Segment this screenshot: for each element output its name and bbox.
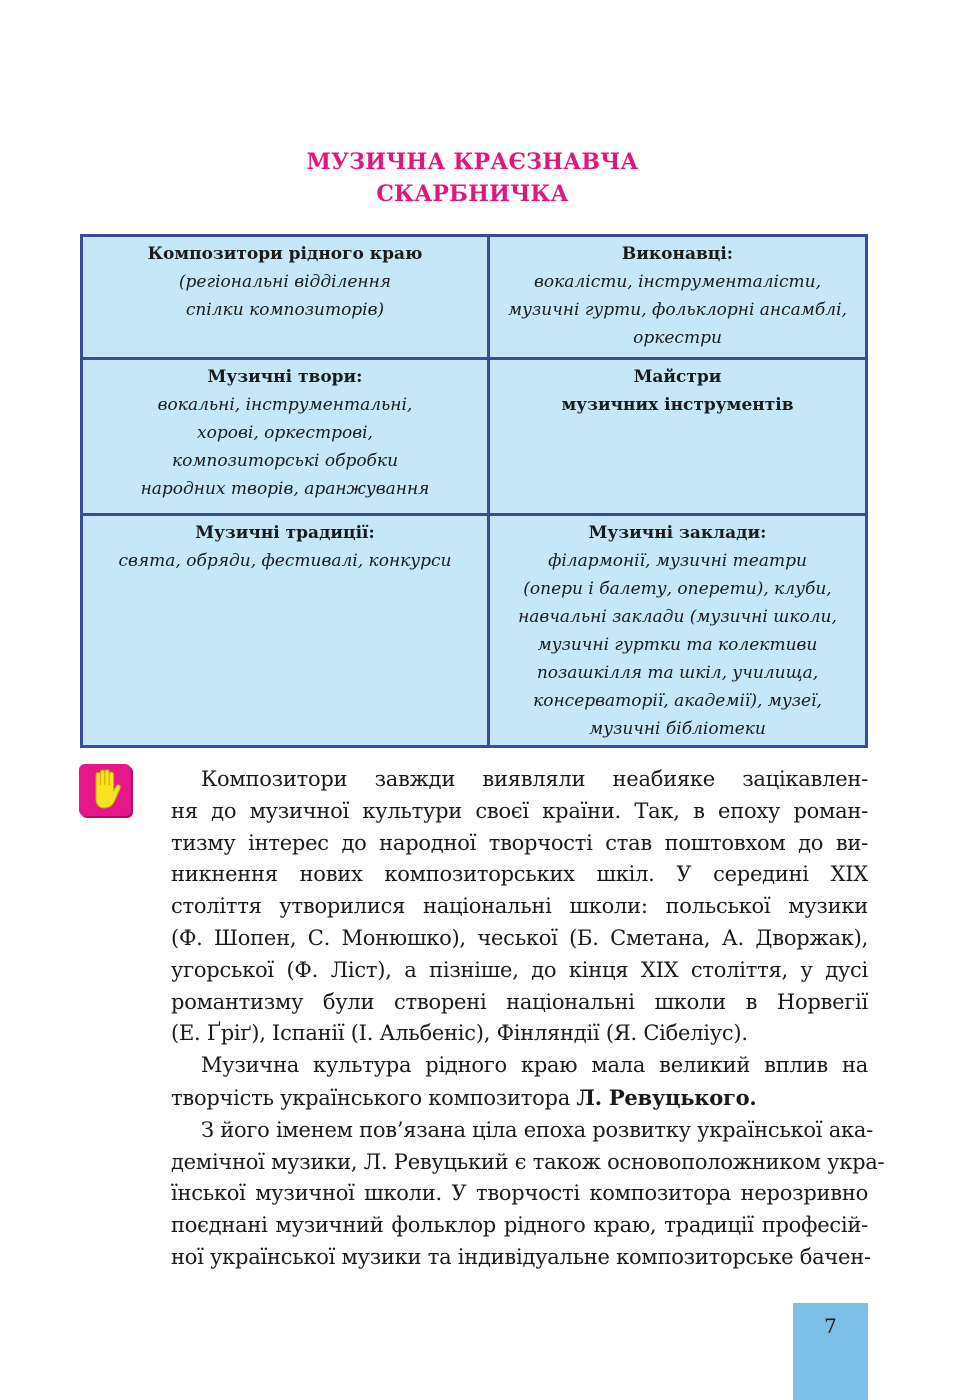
- table-cell-performers: [489, 236, 867, 359]
- text-line: З його іменем пов’язана ціла епоха розвитку української ака-: [201, 1117, 873, 1142]
- page-number-tab: [793, 1303, 868, 1400]
- table-cell-instrument-makers: [489, 359, 867, 515]
- text-line: тизму інтерес до народної творчості став поштовхом до ви-: [171, 830, 868, 855]
- cell-body-line: оркестри: [633, 328, 722, 348]
- table-row: [82, 359, 867, 515]
- cell-body-line: навчальні заклади (музичні школи,: [518, 607, 837, 627]
- cell-body-line: спілки композиторів): [185, 300, 385, 320]
- cell-body: [89, 547, 481, 575]
- cell-body: [496, 268, 859, 352]
- text-line: романтизму були створені національні школи в Норвегії: [171, 989, 868, 1014]
- table-cell-works: [82, 359, 489, 515]
- cell-heading: Майстри: [633, 367, 722, 387]
- cell-heading-line-2: музичних інструментів: [561, 395, 794, 415]
- cell-body-line: музичні бібліотеки: [589, 719, 766, 739]
- hand-icon-glyph: [87, 769, 123, 811]
- text-line: (Ф. Шопен, С. Монюшко), чеської (Б. Сметана, А. Дворжак),: [171, 925, 868, 950]
- cell-heading: Музичні заклади:: [588, 523, 767, 543]
- cell-heading: Музичні твори:: [207, 367, 363, 387]
- cell-body-line: позашкілля та шкіл, училища,: [536, 663, 819, 683]
- cell-heading: Композитори рідного краю: [147, 244, 423, 264]
- text-line: поєднані музичний фольклор рідного краю, традиції професій-: [171, 1213, 868, 1238]
- cell-body: [496, 547, 859, 743]
- hand-icon: [79, 764, 131, 816]
- table-cell-composers: [82, 236, 489, 359]
- cell-body-line: музичні гуртки та колективи: [537, 635, 818, 655]
- text-line: демічної музики, Л. Ревуцький є також основоположником укра-: [171, 1149, 885, 1174]
- cell-body-line: народних творів, аранжування: [140, 479, 430, 499]
- section-title-line-1: МУЗИЧНА КРАЄЗНАВЧА: [306, 149, 639, 175]
- cell-body: [89, 391, 481, 503]
- section-title: [0, 146, 945, 210]
- text-line: (Е. Ґріґ), Іспанії (І. Альбеніс), Фінляндії (Я. Сібеліус).: [171, 1021, 748, 1046]
- composer-name: Л. Ревуцького.: [576, 1084, 757, 1110]
- cell-body-line: вокальні, інструментальні,: [157, 395, 413, 415]
- text-fragment: творчість українського композитора: [171, 1085, 577, 1110]
- cell-body-line: (регіональні відділення: [178, 272, 392, 292]
- body-text: [171, 764, 885, 1274]
- text-line-with-name: [171, 1082, 868, 1115]
- cell-body: [89, 268, 481, 324]
- text-line: угорської (Ф. Ліст), а пізніше, до кінця XIX століття, у дусі: [171, 957, 868, 982]
- music-treasury-table: [80, 234, 868, 748]
- text-line: ня до музичної культури своєї країни. Так, в епоху роман-: [171, 798, 868, 823]
- text-line: Композитори завжди виявляли неабияке зацікавлен-: [201, 767, 868, 791]
- table-row: [82, 236, 867, 359]
- paragraph-revutsky-era: [171, 1115, 885, 1274]
- cell-heading: Музичні традиції:: [195, 523, 375, 543]
- table-cell-traditions: [82, 515, 489, 747]
- cell-body-line: філармонії, музичні театри: [548, 551, 807, 571]
- cell-body-line: композиторські обробки: [171, 451, 399, 471]
- table-cell-institutions: [489, 515, 867, 747]
- table-row: [82, 515, 867, 747]
- text-line: століття утворилися національні школи: польської музики: [171, 894, 868, 919]
- cell-heading: Виконавці:: [621, 244, 734, 264]
- cell-body-line: (опери і балету, оперети), клуби,: [523, 579, 832, 599]
- text-line: ної української музики та індивідуальне композиторське бачен-: [171, 1244, 871, 1269]
- cell-body-line: вокалісти, інструменталісти,: [534, 272, 821, 292]
- paragraph-revutsky-influence: [171, 1050, 868, 1115]
- paragraph-composers-schools: [171, 764, 868, 1050]
- text-line: никнення нових композиторських шкіл. У середині XIX: [171, 862, 868, 887]
- cell-body-line: музичні гурти, фольклорні ансамблі,: [508, 300, 847, 320]
- text-line: їнської музичної школи. У творчості композитора нерозривно: [171, 1181, 868, 1206]
- cell-body-line: консерваторії, академії), музеї,: [533, 691, 822, 711]
- section-title-line-2: СКАРБНИЧКА: [376, 181, 569, 207]
- text-line: Музична культура рідного краю мала великий вплив на: [201, 1053, 868, 1078]
- cell-body-line: свята, обряди, фестивалі, конкурси: [118, 551, 452, 571]
- page-number: 7: [824, 1314, 837, 1338]
- cell-body-line: хорові, оркестрові,: [197, 423, 373, 443]
